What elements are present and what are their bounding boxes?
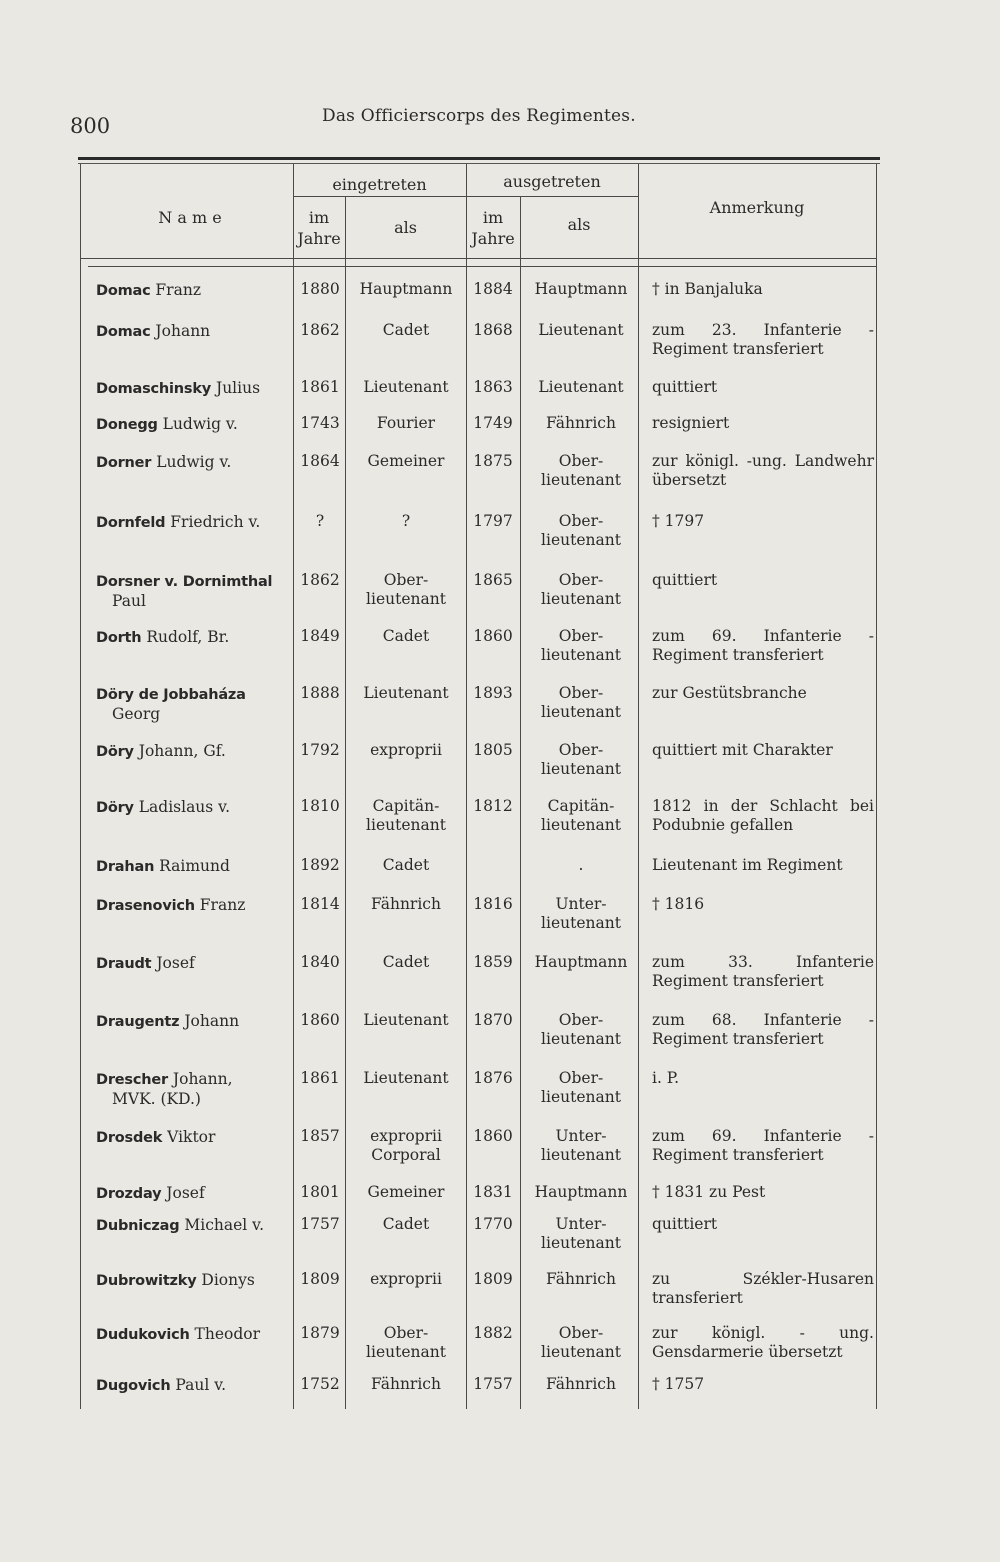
row-given-name: Josef <box>161 1184 205 1202</box>
row-remark: zum 33. Infanterie Regiment transferiert <box>652 953 874 990</box>
row-remark: zur Gestütsbranche <box>652 684 807 702</box>
row-entry-year: 1862 <box>300 571 340 589</box>
row-exit-rank: Capitän-lieutenant <box>541 797 621 834</box>
row-entry-year: 1862 <box>300 321 340 339</box>
row-entry-rank: Cadet <box>382 953 430 971</box>
row-given-name: Michael v. <box>179 1216 264 1234</box>
row-exit-rank: Ober-lieutenant <box>541 512 621 549</box>
row-name-continuation: MVK. (KD.) <box>112 1090 201 1108</box>
header-eingetreten: eingetreten <box>332 175 427 194</box>
row-name <box>96 1128 296 1148</box>
row-surname: Draugentz <box>96 1014 180 1030</box>
row-exit-year: 1865 <box>473 571 513 589</box>
row-entry-rank: Gemeiner <box>367 452 445 470</box>
row-given-name: Johann, <box>167 1070 233 1088</box>
row-exit-year: 1876 <box>473 1069 513 1087</box>
row-exit-rank: Hauptmann <box>534 1183 628 1201</box>
row-exit-rank: Ober-lieutenant <box>541 684 621 721</box>
row-exit-rank: Fähnrich <box>546 414 616 432</box>
row-remark: zur königl. - ung. Gensdarmerie übersetzt <box>652 1324 874 1361</box>
row-name <box>96 1216 296 1236</box>
row-exit-year: 1757 <box>473 1375 513 1393</box>
row-remark: i. P. <box>652 1069 680 1087</box>
row-entry-year: 1861 <box>300 1069 340 1087</box>
row-entry-rank: Hauptmann <box>359 280 453 298</box>
row-exit-year: 1893 <box>473 684 513 702</box>
row-exit-year: 1749 <box>473 414 513 432</box>
row-exit-rank: Lieutenant <box>538 378 624 396</box>
row-entry-year: 1892 <box>300 856 340 874</box>
row-surname: Donegg <box>96 417 158 433</box>
row-entry-year: ? <box>315 512 325 530</box>
row-remark: zum 69. Infanterie - Regiment transferiert <box>652 1127 874 1164</box>
row-name <box>96 1271 296 1291</box>
row-given-name: Raimund <box>154 857 230 875</box>
row-remark: quittiert mit Charakter <box>652 741 833 759</box>
row-surname: Draudt <box>96 956 152 972</box>
row-name <box>96 513 296 533</box>
row-entry-rank: Gemeiner <box>367 1183 445 1201</box>
row-exit-year: 1875 <box>473 452 513 470</box>
row-exit-rank: Ober-lieutenant <box>541 452 621 489</box>
page-number: 800 <box>70 114 111 138</box>
row-name-continuation: Paul <box>112 592 146 610</box>
col-line-year2 <box>520 196 521 1409</box>
row-entry-year: 1809 <box>300 1270 340 1288</box>
row-entry-rank: Cadet <box>382 856 430 874</box>
row-remark: † 1816 <box>652 895 705 913</box>
row-given-name: Viktor <box>162 1128 216 1146</box>
row-exit-year: 1809 <box>473 1270 513 1288</box>
row-surname: Döry <box>96 744 134 760</box>
row-entry-year: 1879 <box>300 1324 340 1342</box>
col-line-als2 <box>638 164 639 1409</box>
row-exit-rank: Unter-lieutenant <box>541 895 621 932</box>
row-exit-year: 1859 <box>473 953 513 971</box>
row-remark: † 1797 <box>652 512 705 530</box>
row-exit-rank: Ober-lieutenant <box>541 1011 621 1048</box>
row-exit-rank: Hauptmann <box>534 953 628 971</box>
row-exit-rank: Hauptmann <box>534 280 628 298</box>
row-exit-year: 1805 <box>473 741 513 759</box>
row-surname: Döry <box>96 800 134 816</box>
row-entry-rank: exproprii <box>370 741 442 759</box>
row-name <box>96 379 296 399</box>
row-given-name: Franz <box>194 896 246 914</box>
row-surname: Drahan <box>96 859 155 875</box>
row-surname: Drescher <box>96 1072 168 1088</box>
row-exit-rank: Ober-lieutenant <box>541 571 621 608</box>
col-line-left <box>80 164 81 1409</box>
header-ausgetreten: ausgetreten <box>503 172 601 191</box>
row-surname: Dorner <box>96 455 152 471</box>
row-entry-year: 1864 <box>300 452 340 470</box>
row-given-name: Dionys <box>196 1271 255 1289</box>
row-exit-rank: Lieutenant <box>538 321 624 339</box>
row-given-name: Johann <box>150 322 211 340</box>
header-name: N a m e <box>158 208 222 227</box>
row-name <box>96 415 296 435</box>
row-exit-rank: Ober-lieutenant <box>541 741 621 778</box>
row-entry-rank: Ober-lieutenant <box>366 571 446 608</box>
row-surname: Dorsner v. Dornimthal <box>96 574 273 590</box>
row-name <box>96 954 296 974</box>
row-name <box>96 1012 296 1032</box>
row-surname: Döry de Jobbaháza <box>96 687 246 703</box>
row-remark: 1812 in der Schlacht bei Podubnie gefallen <box>652 797 874 834</box>
row-remark: quittiert <box>652 571 718 589</box>
row-entry-rank: Lieutenant <box>363 684 449 702</box>
header-im-jahre-2: im Jahre <box>471 208 515 248</box>
row-entry-year: 1810 <box>300 797 340 815</box>
header-anmerkung: Anmerkung <box>709 198 805 217</box>
row-remark: † in Banjaluka <box>652 280 763 298</box>
row-name <box>96 1376 296 1396</box>
row-given-name: Rudolf, Br. <box>141 628 230 646</box>
row-exit-rank: Unter-lieutenant <box>541 1215 621 1252</box>
row-name <box>96 798 296 818</box>
header-als-1: als <box>394 218 417 237</box>
row-exit-rank: Unter-lieutenant <box>541 1127 621 1164</box>
header-bottom-rule-2 <box>88 266 876 267</box>
row-exit-year: 1868 <box>473 321 513 339</box>
row-entry-year: 1752 <box>300 1375 340 1393</box>
row-given-name: Johann <box>179 1012 240 1030</box>
running-head: Das Officierscorps des Regimentes. <box>322 106 636 126</box>
row-exit-year: 1882 <box>473 1324 513 1342</box>
row-entry-rank: Lieutenant <box>363 378 449 396</box>
row-exit-rank: . <box>578 856 584 874</box>
row-surname: Dudukovich <box>96 1327 190 1343</box>
row-remark: Lieutenant im Regiment <box>652 856 843 874</box>
row-exit-year: 1831 <box>473 1183 513 1201</box>
row-name <box>96 1325 296 1345</box>
row-entry-year: 1849 <box>300 627 340 645</box>
row-name <box>96 572 296 611</box>
row-remark: zum 68. Infanterie - Regiment transferiert <box>652 1011 874 1048</box>
row-exit-year: 1863 <box>473 378 513 396</box>
row-name <box>96 281 296 301</box>
row-exit-year: 1770 <box>473 1215 513 1233</box>
row-name <box>96 685 296 724</box>
row-entry-year: 1757 <box>300 1215 340 1233</box>
row-entry-rank: Cadet <box>382 627 430 645</box>
row-surname: Domac <box>96 283 151 299</box>
row-exit-year: 1860 <box>473 1127 513 1145</box>
row-given-name: Paul v. <box>170 1376 227 1394</box>
row-remark: † 1757 <box>652 1375 705 1393</box>
row-entry-rank: exproprii <box>370 1270 442 1288</box>
row-exit-year: 1797 <box>473 512 513 530</box>
row-given-name: Franz <box>150 281 201 299</box>
header-im-jahre-1: im Jahre <box>297 208 341 248</box>
row-surname: Drosdek <box>96 1130 163 1146</box>
row-entry-rank: exproprii Corporal <box>370 1127 442 1164</box>
row-given-name: Friedrich v. <box>165 513 261 531</box>
row-entry-rank: Lieutenant <box>363 1011 449 1029</box>
row-given-name: Ladislaus v. <box>133 798 231 816</box>
row-entry-year: 1743 <box>300 414 340 432</box>
row-surname: Dornfeld <box>96 515 166 531</box>
row-name <box>96 628 296 648</box>
row-name <box>96 322 296 342</box>
row-entry-year: 1860 <box>300 1011 340 1029</box>
row-entry-year: 1880 <box>300 280 340 298</box>
row-name <box>96 896 296 916</box>
row-remark: zu Székler-Husaren transferiert <box>652 1270 874 1307</box>
row-exit-year: 1870 <box>473 1011 513 1029</box>
row-given-name: Ludwig v. <box>151 453 232 471</box>
row-exit-year: 1812 <box>473 797 513 815</box>
row-surname: Drasenovich <box>96 898 195 914</box>
row-exit-rank: Fähnrich <box>546 1375 616 1393</box>
row-entry-rank: Lieutenant <box>363 1069 449 1087</box>
row-remark: quittiert <box>652 378 718 396</box>
row-given-name: Ludwig v. <box>157 415 238 433</box>
row-entry-year: 1801 <box>300 1183 340 1201</box>
row-surname: Dubrowitzky <box>96 1273 197 1289</box>
row-entry-year: 1814 <box>300 895 340 913</box>
header-subrule <box>293 196 638 197</box>
row-entry-rank: Fähnrich <box>371 1375 441 1393</box>
row-entry-rank: Capitän-lieutenant <box>366 797 446 834</box>
row-given-name: Johann, Gf. <box>133 742 226 760</box>
col-line-right <box>876 164 877 1409</box>
row-name <box>96 1070 296 1109</box>
row-remark: resigniert <box>652 414 730 432</box>
row-remark: quittiert <box>652 1215 718 1233</box>
row-given-name: Josef <box>151 954 195 972</box>
row-given-name: Julius <box>211 379 261 397</box>
row-surname: Dorth <box>96 630 142 646</box>
top-rule <box>78 157 880 160</box>
row-exit-year: 1884 <box>473 280 513 298</box>
row-name <box>96 857 296 877</box>
row-entry-rank: Fähnrich <box>371 895 441 913</box>
row-exit-rank: Fähnrich <box>546 1270 616 1288</box>
header-als-2: als <box>567 215 591 234</box>
row-name <box>96 453 296 473</box>
row-remark: † 1831 zu Pest <box>652 1183 766 1201</box>
row-entry-year: 1888 <box>300 684 340 702</box>
row-entry-rank: Fourier <box>376 414 436 432</box>
row-surname: Domaschinsky <box>96 381 212 397</box>
row-given-name: Theodor <box>189 1325 261 1343</box>
row-entry-rank: Cadet <box>382 321 430 339</box>
row-remark: zur königl. -ung. Landwehr übersetzt <box>652 452 874 489</box>
header-bottom-rule <box>80 258 876 259</box>
top-rule-thin <box>78 163 880 164</box>
row-entry-year: 1861 <box>300 378 340 396</box>
row-entry-year: 1857 <box>300 1127 340 1145</box>
row-exit-year: 1860 <box>473 627 513 645</box>
row-entry-rank: Ober-lieutenant <box>366 1324 446 1361</box>
row-surname: Dugovich <box>96 1378 171 1394</box>
row-name <box>96 742 296 762</box>
row-surname: Dubniczag <box>96 1218 180 1234</box>
row-entry-rank: ? <box>401 512 411 530</box>
row-name <box>96 1184 296 1204</box>
row-exit-rank: Ober-lieutenant <box>541 1069 621 1106</box>
row-exit-rank: Ober-lieutenant <box>541 1324 621 1361</box>
row-entry-year: 1792 <box>300 741 340 759</box>
row-remark: zum 23. Infanterie - Regiment transferiert <box>652 321 874 358</box>
row-exit-rank: Ober-lieutenant <box>541 627 621 664</box>
row-entry-year: 1840 <box>300 953 340 971</box>
row-surname: Domac <box>96 324 151 340</box>
row-surname: Drozday <box>96 1186 162 1202</box>
row-name-continuation: Georg <box>112 705 161 723</box>
row-exit-year: 1816 <box>473 895 513 913</box>
row-entry-rank: Cadet <box>382 1215 430 1233</box>
row-remark: zum 69. Infanterie - Regiment transferiert <box>652 627 874 664</box>
